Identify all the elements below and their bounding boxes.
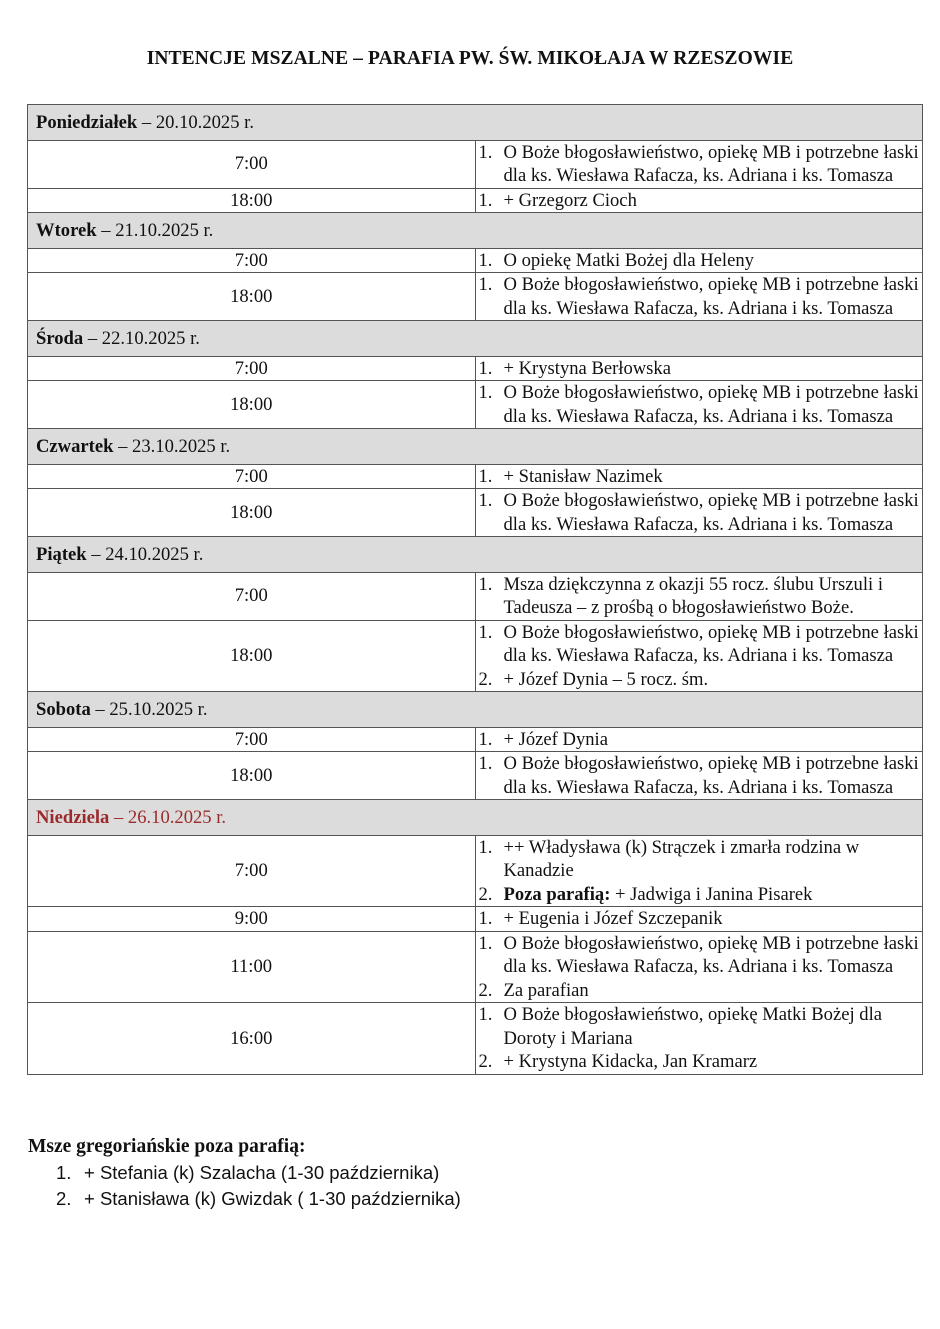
day-name: Środa (36, 328, 84, 349)
intention-item (476, 189, 923, 213)
mass-time: 9:00 (28, 907, 476, 932)
intention-item (476, 381, 923, 428)
intention-number: 2. (478, 1051, 493, 1072)
mass-time: 7:00 (28, 140, 476, 188)
day-name: Poniedziałek (36, 112, 138, 133)
intention-number: 2. (478, 979, 493, 1001)
intention-item (476, 752, 923, 799)
intention-number: 1. (478, 621, 493, 643)
mass-row (28, 140, 923, 188)
intention-text-wrap (504, 668, 923, 692)
intention-text: + Krystyna Berłowska (503, 357, 671, 379)
intention-number: 1. (478, 1004, 493, 1025)
intention-text: Za parafian (503, 979, 589, 1001)
intention-text-wrap (504, 932, 923, 979)
day-header (28, 213, 923, 249)
intention-text: O Boże błogosławieństwo, opiekę MB i potrzebne łaski dla ks. Wiesława Rafacza, ks. Adriana i ks. Tomasza (503, 274, 919, 319)
intention-text-wrap (504, 465, 923, 489)
gregorian-item (28, 1160, 461, 1186)
mass-row (28, 489, 923, 537)
intentions-cell (475, 489, 923, 537)
intention-item (476, 465, 923, 489)
day-name: Wtorek (36, 220, 97, 241)
intention-text-wrap (504, 1003, 923, 1050)
intention-text-wrap (504, 728, 923, 752)
mass-row (28, 381, 923, 429)
intention-number: 1. (478, 189, 493, 211)
intention-item (476, 883, 923, 907)
mass-row (28, 620, 923, 692)
intention-number: 1. (478, 249, 493, 271)
intentions-cell (475, 273, 923, 321)
intentions-cell (475, 727, 923, 752)
day-date: – 23.10.2025 r. (113, 436, 231, 457)
day-header-row (28, 692, 923, 728)
intention-text: O Boże błogosławieństwo, opiekę MB i potrzebne łaski dla ks. Wiesława Rafacza, ks. Adriana i ks. Tomasza (503, 753, 919, 798)
day-header (28, 537, 923, 573)
day-name: Czwartek (36, 436, 114, 457)
intentions-cell (475, 248, 923, 273)
intention-text-wrap (504, 883, 923, 907)
intention-item (476, 141, 923, 188)
intention-item (476, 1003, 923, 1050)
intentions-cell (475, 381, 923, 429)
intention-text: ++ Władysława (k) Strączek i zmarła rodzina w Kanadzie (503, 836, 860, 881)
day-header-row (28, 321, 923, 357)
intention-text: + Stanisław Nazimek (503, 465, 663, 487)
mass-time: 18:00 (28, 752, 476, 800)
page-title: INTENCJE MSZALNE – PARAFIA PW. ŚW. MIKOŁAJA W RZESZOWIE (146, 48, 794, 69)
day-header (28, 692, 923, 728)
day-name: Niedziela (36, 807, 110, 828)
intention-text-wrap (504, 357, 923, 381)
intention-item (476, 979, 923, 1003)
day-header-row (28, 800, 923, 836)
intention-text-wrap (504, 836, 923, 883)
day-date: – 26.10.2025 r. (109, 807, 227, 828)
mass-time: 7:00 (28, 248, 476, 273)
intention-item (476, 932, 923, 979)
day-header-row (28, 213, 923, 249)
intentions-cell (475, 620, 923, 692)
day-header-row (28, 429, 923, 465)
mass-row (28, 248, 923, 273)
intentions-cell (475, 835, 923, 907)
intention-item (476, 357, 923, 381)
mass-row (28, 835, 923, 907)
intention-text: O Boże błogosławieństwo, opiekę MB i potrzebne łaski dla ks. Wiesława Rafacza, ks. Adriana i ks. Tomasza (503, 932, 919, 977)
intention-text: O opiekę Matki Bożej dla Heleny (503, 249, 754, 271)
intentions-cell (475, 931, 923, 1003)
mass-time: 18:00 (28, 273, 476, 321)
mass-row (28, 273, 923, 321)
intention-text-wrap (504, 273, 923, 320)
day-date: – 24.10.2025 r. (86, 544, 204, 565)
intentions-cell (475, 1003, 923, 1075)
gregorian-text: + Stanisława (k) Gwizdak ( 1-30 października) (84, 1188, 461, 1209)
gregorian-number: 2. (56, 1188, 72, 1209)
day-date: – 25.10.2025 r. (90, 699, 208, 720)
intention-number: 1. (478, 753, 493, 774)
mass-row (28, 356, 923, 381)
intention-number: 2. (478, 883, 493, 905)
mass-row (28, 727, 923, 752)
intention-text-wrap (504, 621, 923, 668)
intention-item (476, 573, 923, 620)
intention-number: 1. (478, 932, 493, 954)
day-header-row (28, 537, 923, 573)
intention-text: O Boże błogosławieństwo, opiekę MB i potrzebne łaski dla ks. Wiesława Rafacza, ks. Adriana i ks. Tomasza (503, 621, 919, 666)
intention-text-wrap (504, 573, 923, 620)
mass-time: 18:00 (28, 489, 476, 537)
day-header (28, 429, 923, 465)
intention-number: 1. (478, 357, 493, 379)
intention-text-wrap (504, 489, 923, 536)
intention-text-wrap (504, 381, 923, 428)
mass-time: 11:00 (28, 931, 476, 1003)
intentions-cell (475, 464, 923, 489)
intention-item (476, 668, 923, 692)
intention-text-wrap (504, 979, 923, 1003)
mass-row (28, 752, 923, 800)
intention-text-wrap (504, 1050, 923, 1074)
intention-text: + Krystyna Kidacka, Jan Kramarz (503, 1051, 758, 1072)
intention-number: 1. (478, 141, 493, 163)
intention-number: 1. (478, 465, 493, 487)
day-name: Piątek (36, 544, 87, 565)
intention-prefix: Poza parafią: (503, 883, 611, 905)
intention-text-wrap (504, 141, 923, 188)
intention-text: + Józef Dynia – 5 rocz. śm. (503, 668, 709, 690)
mass-time: 7:00 (28, 727, 476, 752)
intention-item (476, 836, 923, 883)
intention-number: 2. (478, 668, 493, 690)
intention-text-wrap (504, 752, 923, 799)
mass-time: 18:00 (28, 381, 476, 429)
mass-time: 7:00 (28, 464, 476, 489)
intention-text: O Boże błogosławieństwo, opiekę MB i potrzebne łaski dla ks. Wiesława Rafacza, ks. Adriana i ks. Tomasza (503, 141, 919, 186)
day-header-row (28, 105, 923, 141)
intention-item (476, 621, 923, 668)
intentions-cell (475, 140, 923, 188)
mass-time: 16:00 (28, 1003, 476, 1075)
mass-time: 18:00 (28, 188, 476, 213)
intention-text: + Grzegorz Cioch (503, 189, 637, 211)
mass-time: 7:00 (28, 835, 476, 907)
intention-number: 1. (478, 836, 493, 858)
intention-text-wrap (504, 249, 923, 273)
intentions-cell (475, 752, 923, 800)
gregorian-section (28, 1134, 461, 1212)
day-date: – 21.10.2025 r. (96, 220, 214, 241)
intention-number: 1. (478, 274, 493, 295)
intention-item (476, 249, 923, 273)
intention-item (476, 273, 923, 320)
intention-text: O Boże błogosławieństwo, opiekę MB i potrzebne łaski dla ks. Wiesława Rafacza, ks. Adriana i ks. Tomasza (503, 490, 919, 535)
intentions-cell (475, 356, 923, 381)
intention-item (476, 907, 923, 931)
intentions-table (27, 104, 923, 1075)
mass-time: 7:00 (28, 356, 476, 381)
intention-number: 1. (478, 382, 493, 403)
intention-text-wrap (504, 907, 923, 931)
gregorian-item (28, 1186, 461, 1212)
mass-time: 18:00 (28, 620, 476, 692)
mass-row (28, 572, 923, 620)
mass-row (28, 931, 923, 1003)
intention-text-wrap (504, 189, 923, 213)
day-date: – 22.10.2025 r. (83, 328, 200, 349)
intention-number: 1. (478, 573, 493, 595)
intention-number: 1. (478, 908, 493, 929)
intentions-cell (475, 572, 923, 620)
day-name: Sobota (36, 699, 91, 720)
gregorian-list (28, 1160, 461, 1212)
gregorian-number: 1. (56, 1162, 72, 1183)
mass-row (28, 188, 923, 213)
day-header (28, 800, 923, 836)
gregorian-title: Msze gregoriańskie poza parafią: (28, 1136, 306, 1157)
intentions-cell (475, 188, 923, 213)
gregorian-text: + Stefania (k) Szalacha (1-30 października) (84, 1162, 440, 1183)
day-date: – 20.10.2025 r. (137, 112, 254, 133)
mass-row (28, 1003, 923, 1075)
mass-time: 7:00 (28, 572, 476, 620)
intentions-cell (475, 907, 923, 932)
intention-item (476, 1050, 923, 1074)
intention-text: + Józef Dynia (503, 728, 608, 750)
intention-number: 1. (478, 490, 493, 511)
intention-item (476, 728, 923, 752)
day-header (28, 321, 923, 357)
mass-row (28, 464, 923, 489)
intention-text: O Boże błogosławieństwo, opiekę MB i potrzebne łaski dla ks. Wiesława Rafacza, ks. Adriana i ks. Tomasza (503, 382, 919, 427)
intention-text: + Eugenia i Józef Szczepanik (503, 908, 723, 929)
intention-number: 1. (478, 728, 493, 750)
intention-text: + Jadwiga i Janina Pisarek (610, 883, 813, 905)
intention-text: Msza dziękczynna z okazji 55 rocz. ślubu Urszuli i Tadeusza – z prośbą o błogosławieństwo Boże. (503, 573, 883, 618)
day-header (28, 105, 923, 141)
intention-item (476, 489, 923, 536)
intention-text: O Boże błogosławieństwo, opiekę Matki Bożej dla Doroty i Mariana (503, 1004, 883, 1049)
mass-row (28, 907, 923, 932)
